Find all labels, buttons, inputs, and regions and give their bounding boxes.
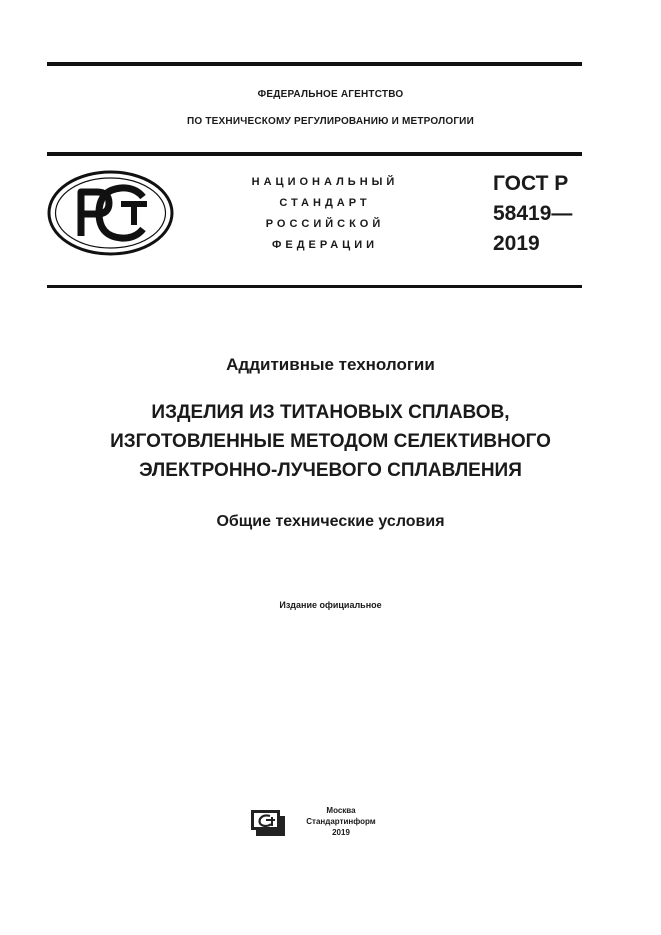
agency-line-2: ПО ТЕХНИЧЕСКОМУ РЕГУЛИРОВАНИЮ И МЕТРОЛОГИИ	[187, 116, 474, 127]
standartinform-logo-icon	[248, 806, 288, 839]
title-line: ИЗГОТОВЛЕННЫЕ МЕТОДОМ СЕЛЕКТИВНОГО	[110, 431, 551, 452]
standard-type-line: ФЕДЕРАЦИИ	[271, 239, 379, 251]
standard-type-line: РОССИЙСКОЙ	[265, 218, 385, 230]
standard-type-line: НАЦИОНАЛЬНЫЙ	[251, 176, 399, 188]
standard-designation	[493, 169, 572, 259]
top-rule	[47, 62, 582, 66]
designation-line: ГОСТ Р	[493, 172, 569, 195]
document-title	[0, 398, 661, 485]
document-subject: Аддитивные технологии	[226, 355, 435, 374]
title-line: ИЗДЕЛИЯ ИЗ ТИТАНОВЫХ СПЛАВОВ,	[151, 402, 510, 423]
publication-year: 2019	[332, 828, 350, 837]
standard-type	[220, 172, 430, 256]
title-line: ЭЛЕКТРОННО-ЛУЧЕВОГО СПЛАВЛЕНИЯ	[139, 460, 522, 481]
designation-line: 2019	[493, 232, 540, 255]
publisher-name: Стандартинформ	[306, 817, 376, 826]
document-subtitle: Общие технические условия	[216, 513, 445, 530]
agency-line-1: ФЕДЕРАЛЬНОЕ АГЕНТСТВО	[257, 89, 404, 100]
header-bottom-rule	[47, 285, 582, 288]
designation-line: 58419—	[493, 202, 573, 225]
edition-note: Издание официальное	[279, 600, 382, 610]
publisher-block	[296, 805, 386, 838]
rst-logo-icon	[47, 170, 174, 256]
header-rule	[47, 152, 582, 156]
standard-type-line: СТАНДАРТ	[279, 197, 371, 209]
publisher-city: Москва	[326, 806, 356, 815]
